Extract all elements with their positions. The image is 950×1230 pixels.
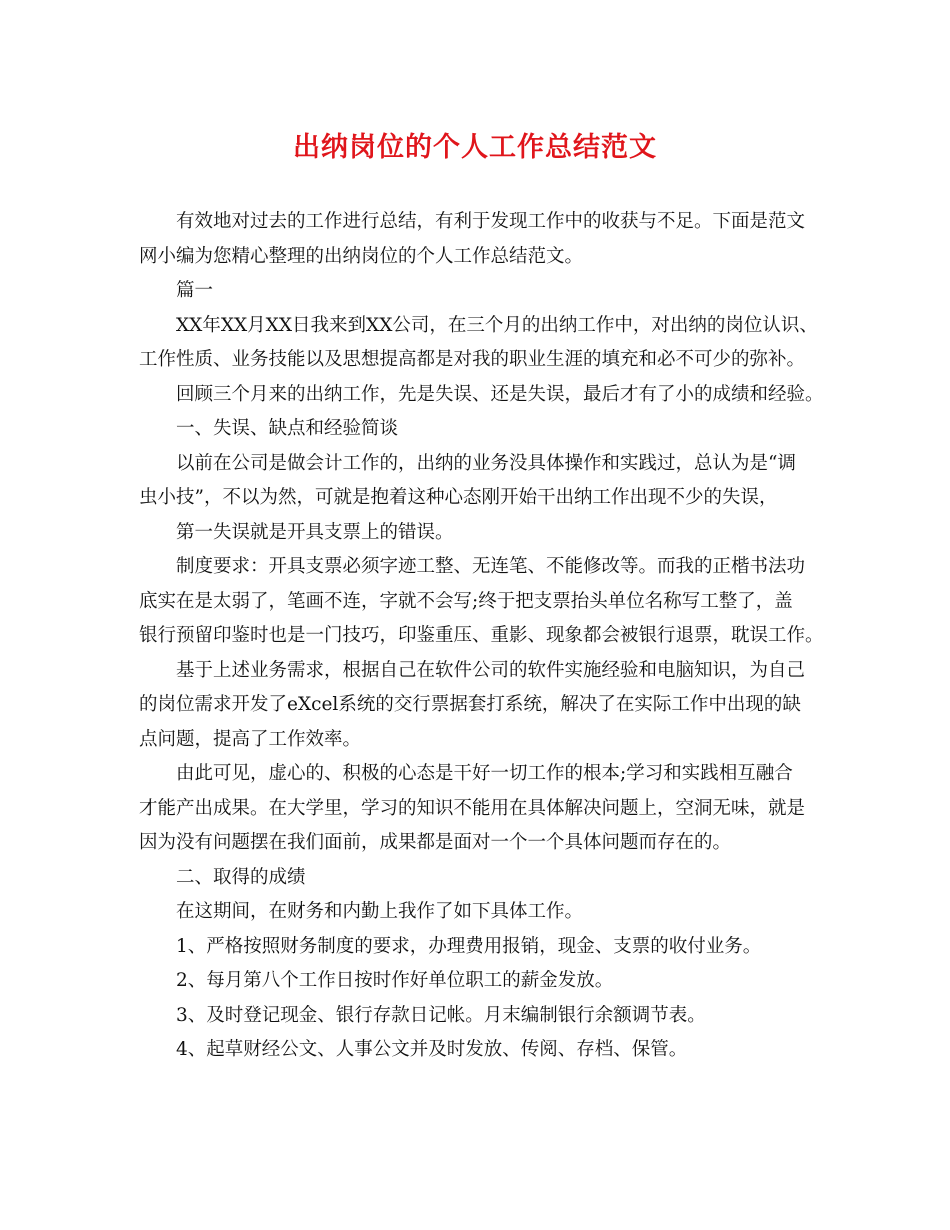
text-line: 底实在是太弱了，笔画不连，字就不会写;终于把支票抬头单位名称写工整了，盖	[139, 590, 793, 612]
text-line: 银行预留印鉴时也是一门技巧，印鉴重压、重影、现象都会被银行退票，耽误工作。	[139, 625, 824, 646]
text-line: 由此可见，虚心的、积极的心态是干好一切工作的根本;学习和实践相互融合	[176, 763, 793, 784]
text-line: 2、每月第八个工作日按时作好单位职工的薪金发放。	[176, 970, 614, 991]
text-line: 虫小技”，不以为然，可就是抱着这种心态刚开始干出纳工作出现不少的失误，	[139, 487, 778, 508]
text-line: 网小编为您精心整理的出纳岗位的个人工作总结范文。	[139, 245, 584, 267]
text-line: 回顾三个月来的出纳工作，先是失误、还是失误，最后才有了小的成绩和经验。	[176, 383, 824, 405]
text-line: 以前在公司是做会计工作的，出纳的业务没具体操作和实践过，总认为是“调	[176, 452, 796, 474]
text-line: 基于上述业务需求，根据自己在软件公司的软件实施经验和电脑知识，为自己	[176, 659, 806, 681]
text-line: 篇一	[176, 280, 214, 301]
text-line: 4、起草财经公文、人事公文并及时发放、传阅、存档、保管。	[176, 1039, 688, 1060]
text-line: 在这期间，在财务和内勤上我作了如下具体工作。	[176, 901, 584, 922]
text-line: 制度要求：开具支票必须字迹工整、无连笔、不能修改等。而我的正楷书法功	[176, 556, 806, 577]
text-line: 点问题，提高了工作效率。	[139, 728, 362, 750]
text-line: 有效地对过去的工作进行总结，有利于发现工作中的收获与不足。下面是范文	[176, 211, 806, 232]
text-line: 一、失误、缺点和经验简谈	[176, 418, 399, 439]
text-line: 的岗位需求开发了eXcel系统的交行票据套打系统，解决了在实际工作中出现的缺	[139, 694, 801, 715]
text-line: 因为没有问题摆在我们面前，成果都是面对一个一个具体问题而存在的。	[139, 832, 732, 853]
text-line: 工作性质、业务技能以及思想提高都是对我的职业生涯的填充和必不可少的弥补。	[139, 349, 806, 370]
document-body	[139, 205, 829, 1068]
document-title: 出纳岗位的个人工作总结范文	[293, 132, 657, 163]
text-line: 才能产出成果。在大学里，学习的知识不能用在具体解决问题上，空洞无味，就是	[139, 797, 806, 819]
text-line: XX年XX月XX日我来到XX公司，在三个月的出纳工作中，对出纳的岗位认识、	[176, 314, 818, 336]
text-line: 第一失误就是开具支票上的错误。	[176, 521, 454, 543]
text-line: 3、及时登记现金、银行存款日记帐。月末编制银行余额调节表。	[176, 1004, 706, 1026]
text-line: 1、严格按照财务制度的要求，办理费用报销，现金、支票的收付业务。	[176, 935, 762, 957]
text-line: 二、取得的成绩	[176, 866, 306, 888]
